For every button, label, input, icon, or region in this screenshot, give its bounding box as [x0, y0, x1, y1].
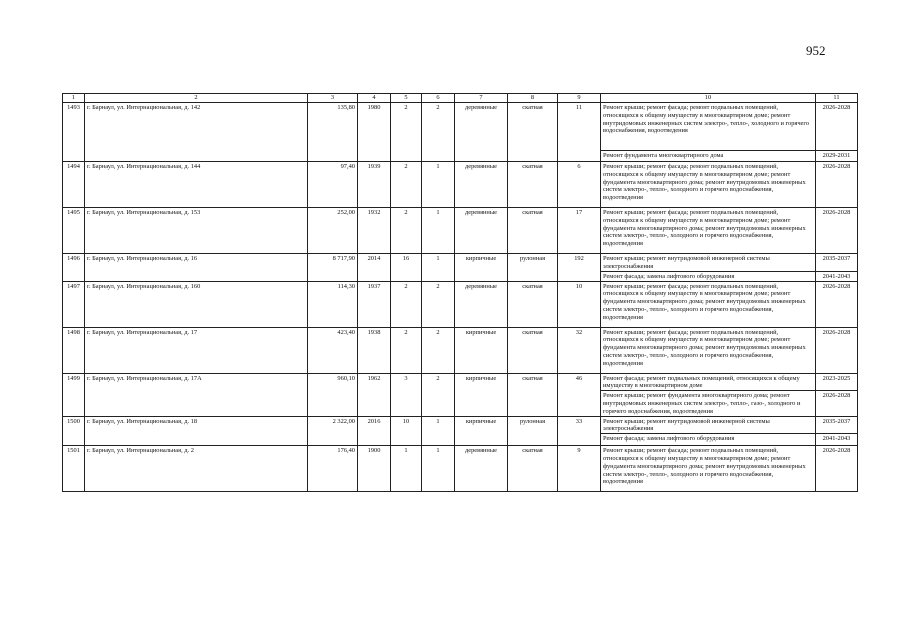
period-cell: 2026-2028	[816, 281, 858, 327]
floors-cell: 2	[391, 327, 422, 373]
walls-cell: кирпичные	[455, 373, 508, 416]
area-cell: 135,80	[308, 103, 358, 162]
table-row	[63, 373, 858, 391]
year-cell: 1980	[358, 103, 391, 162]
address-cell: г. Барнаул, ул. Интернациональная, д. 142	[85, 103, 308, 162]
period-cell: 2035-2037	[816, 254, 858, 272]
area-cell: 2 322,00	[308, 416, 358, 446]
table-row	[63, 281, 858, 327]
area-cell: 960,10	[308, 373, 358, 416]
table-row	[63, 416, 858, 434]
header-cell: 9	[558, 94, 601, 103]
area-cell: 8 717,90	[308, 254, 358, 282]
area-cell: 114,30	[308, 281, 358, 327]
period-cell: 2026-2028	[816, 327, 858, 373]
area-cell: 423,40	[308, 327, 358, 373]
walls-cell: кирпичные	[455, 327, 508, 373]
roof-cell: скатная	[508, 208, 558, 254]
residents-cell: 10	[558, 281, 601, 327]
residents-cell: 6	[558, 162, 601, 208]
floors-cell: 1	[391, 446, 422, 492]
roof-cell: скатная	[508, 103, 558, 162]
header-cell: 1	[63, 94, 85, 103]
address-cell: г. Барнаул, ул. Интернациональная, д. 153	[85, 208, 308, 254]
works-cell: Ремонт крыши; ремонт фасада; ремонт подвальных помещений, относящихся к общему имуществу в многоквартирном доме; ремонт фундамента многоквартирного дома; ремонт внутридомовых инженерных систем электро-, тепло-, холодного и горячего водоснабжения, водоотведения	[601, 446, 816, 492]
residents-cell: 33	[558, 416, 601, 446]
address-cell: г. Барнаул, ул. Интернациональная, д. 2	[85, 446, 308, 492]
works-cell: Ремонт фундамента многоквартирного дома	[601, 151, 816, 162]
period-cell: 2041-2043	[816, 271, 858, 281]
roof-cell: скатная	[508, 373, 558, 416]
year-cell: 2016	[358, 416, 391, 446]
floors-cell: 2	[391, 162, 422, 208]
address-cell: г. Барнаул, ул. Интернациональная, д. 17А	[85, 373, 308, 416]
year-cell: 1938	[358, 327, 391, 373]
period-cell: 2041-2043	[816, 434, 858, 446]
header-cell: 4	[358, 94, 391, 103]
residents-cell: 32	[558, 327, 601, 373]
address-cell: г. Барнаул, ул. Интернациональная, д. 160	[85, 281, 308, 327]
header-cell: 10	[601, 94, 816, 103]
period-cell: 2023-2025	[816, 373, 858, 391]
address-cell: г. Барнаул, ул. Интернациональная, д. 144	[85, 162, 308, 208]
header-cell: 2	[85, 94, 308, 103]
row-number: 1494	[63, 162, 85, 208]
roof-cell: скатная	[508, 327, 558, 373]
walls-cell: деревянные	[455, 281, 508, 327]
works-cell: Ремонт крыши; ремонт фасада; ремонт подвальных помещений, относящихся к общему имуществу в многоквартирном доме; ремонт фундамента многоквартирного дома; ремонт внутридомовых инженерных систем электро-, тепло-, холодного и горячего водоснабжения, водоотведения	[601, 281, 816, 327]
period-cell: 2026-2028	[816, 103, 858, 151]
entrances-cell: 1	[422, 416, 455, 446]
address-cell: г. Барнаул, ул. Интернациональная, д. 16	[85, 254, 308, 282]
header-cell: 7	[455, 94, 508, 103]
table-row	[63, 103, 858, 151]
year-cell: 1932	[358, 208, 391, 254]
residents-cell: 9	[558, 446, 601, 492]
residents-cell: 17	[558, 208, 601, 254]
entrances-cell: 2	[422, 281, 455, 327]
roof-cell: рулонная	[508, 254, 558, 282]
roof-cell: рулонная	[508, 416, 558, 446]
address-cell: г. Барнаул, ул. Интернациональная, д. 17	[85, 327, 308, 373]
walls-cell: деревянные	[455, 446, 508, 492]
works-cell: Ремонт крыши; ремонт фасада; ремонт подвальных помещений, относящихся к общему имуществу в многоквартирном доме; ремонт фундамента многоквартирного дома; ремонт внутридомовых инженерных систем электро-, тепло-, холодного и горячего водоснабжения, водоотведения	[601, 327, 816, 373]
period-cell: 2026-2028	[816, 208, 858, 254]
year-cell: 1937	[358, 281, 391, 327]
residents-cell: 46	[558, 373, 601, 416]
address-cell: г. Барнаул, ул. Интернациональная, д. 18	[85, 416, 308, 446]
works-cell: Ремонт фасада; замена лифтового оборудования	[601, 271, 816, 281]
floors-cell: 10	[391, 416, 422, 446]
floors-cell: 2	[391, 103, 422, 162]
works-cell: Ремонт крыши; ремонт внутридомовой инженерной системы электроснабжения	[601, 416, 816, 434]
walls-cell: деревянные	[455, 208, 508, 254]
table-row	[63, 254, 858, 272]
row-number: 1493	[63, 103, 85, 162]
housing-repair-table	[62, 93, 858, 492]
works-cell: Ремонт крыши; ремонт фундамента многоквартирного дома; ремонт внутридомовых инженерных систем электро-, тепло-, газо-, холодного и горячего водоснабжения, водоотведения	[601, 391, 816, 416]
period-cell: 2035-2037	[816, 416, 858, 434]
row-number: 1495	[63, 208, 85, 254]
table-row	[63, 446, 858, 492]
year-cell: 1939	[358, 162, 391, 208]
area-cell: 176,40	[308, 446, 358, 492]
floors-cell: 2	[391, 281, 422, 327]
roof-cell: скатная	[508, 162, 558, 208]
entrances-cell: 2	[422, 103, 455, 162]
table-row	[63, 208, 858, 254]
floors-cell: 16	[391, 254, 422, 282]
period-cell: 2026-2028	[816, 162, 858, 208]
area-cell: 252,00	[308, 208, 358, 254]
entrances-cell: 1	[422, 162, 455, 208]
entrances-cell: 1	[422, 208, 455, 254]
works-cell: Ремонт крыши; ремонт фасада; ремонт подвальных помещений, относящихся к общему имуществу в многоквартирном доме; ремонт фундамента многоквартирного дома; ремонт внутридомовых инженерных систем электро-, тепло-, холодного и горячего водоснабжения, водоотведения	[601, 162, 816, 208]
header-cell: 11	[816, 94, 858, 103]
period-cell: 2029-2031	[816, 151, 858, 162]
year-cell: 2014	[358, 254, 391, 282]
period-cell: 2026-2028	[816, 446, 858, 492]
walls-cell: деревянные	[455, 162, 508, 208]
entrances-cell: 1	[422, 446, 455, 492]
header-cell: 6	[422, 94, 455, 103]
works-cell: Ремонт крыши; ремонт фасада; ремонт подвальных помещений, относящихся к общему имуществу в многоквартирном доме; ремонт фундамента многоквартирного дома; ремонт внутридомовых инженерных систем электро-, тепло-, холодного и горячего водоснабжения, водоотведения	[601, 208, 816, 254]
walls-cell: деревянные	[455, 103, 508, 162]
floors-cell: 2	[391, 208, 422, 254]
residents-cell: 192	[558, 254, 601, 282]
works-cell: Ремонт фасада; замена лифтового оборудования	[601, 434, 816, 446]
entrances-cell: 1	[422, 254, 455, 282]
roof-cell: скатная	[508, 281, 558, 327]
table-row	[63, 162, 858, 208]
row-number: 1501	[63, 446, 85, 492]
header-row	[63, 94, 858, 103]
works-cell: Ремонт крыши; ремонт фасада; ремонт подвальных помещений, относящихся к общему имуществу в многоквартирном доме; ремонт внутридомовых инженерных систем электро-, тепло-, холодного и горячего водоснабжения, водоотведения	[601, 103, 816, 151]
walls-cell: кирпичные	[455, 416, 508, 446]
entrances-cell: 2	[422, 373, 455, 416]
row-number: 1499	[63, 373, 85, 416]
residents-cell: 11	[558, 103, 601, 162]
works-cell: Ремонт крыши; ремонт внутридомовой инженерной системы электроснабжения	[601, 254, 816, 272]
year-cell: 1900	[358, 446, 391, 492]
year-cell: 1962	[358, 373, 391, 416]
row-number: 1496	[63, 254, 85, 282]
works-cell: Ремонт фасада; ремонт подвальных помещений, относящихся к общему имуществу в многоквартирном доме	[601, 373, 816, 391]
floors-cell: 3	[391, 373, 422, 416]
roof-cell: скатная	[508, 446, 558, 492]
table-row	[63, 327, 858, 373]
area-cell: 97,40	[308, 162, 358, 208]
entrances-cell: 2	[422, 327, 455, 373]
walls-cell: кирпичные	[455, 254, 508, 282]
header-cell: 8	[508, 94, 558, 103]
header-cell: 3	[308, 94, 358, 103]
row-number: 1498	[63, 327, 85, 373]
page-number: 952	[806, 43, 826, 58]
header-cell: 5	[391, 94, 422, 103]
row-number: 1500	[63, 416, 85, 446]
period-cell: 2026-2028	[816, 391, 858, 416]
row-number: 1497	[63, 281, 85, 327]
